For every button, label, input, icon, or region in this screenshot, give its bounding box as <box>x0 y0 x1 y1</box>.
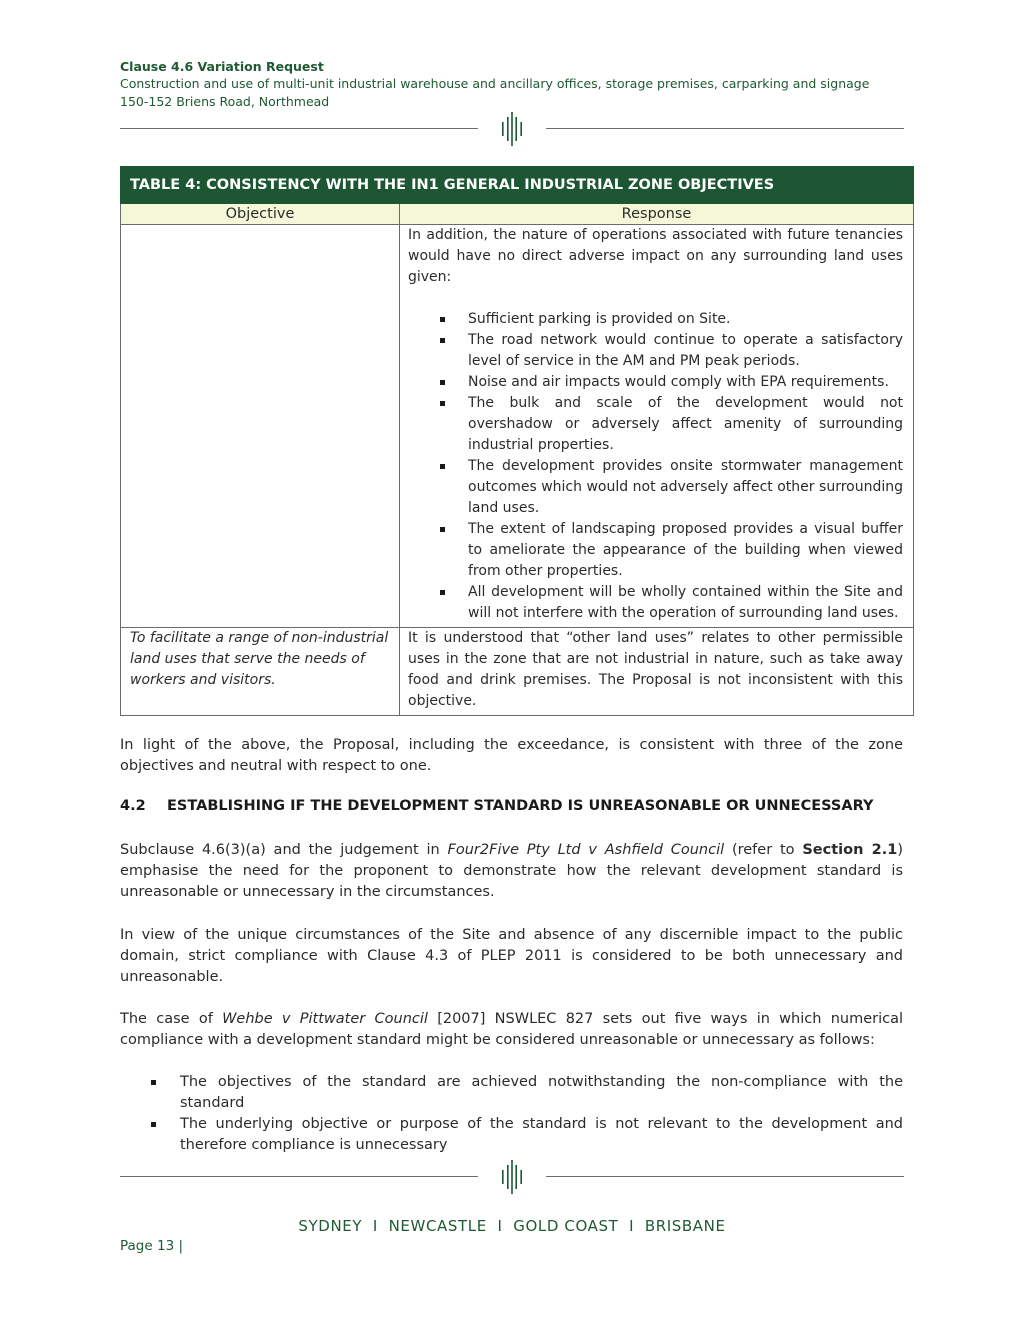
objective-cell: To facilitate a range of non-industrial land uses that serve the needs of workers and visitors. <box>121 628 400 716</box>
list-item: The underlying objective or purpose of the standard is not relevant to the development and therefore compliance is unnecessary <box>180 1114 903 1156</box>
response-cell: It is understood that “other land uses” relates to other permissible uses in the zone that are not industrial in nature, such as take away food and drink premises. The Proposal is not inconsistent with this objective. <box>400 628 914 716</box>
list-item: The bulk and scale of the development would not overshadow or adversely affect amenity of surrounding industrial properties. <box>468 393 903 456</box>
impact-list <box>408 309 903 624</box>
list-item: The development provides onsite stormwater management outcomes which would not adversely affect other surrounding land uses. <box>468 456 903 519</box>
list-item: Noise and air impacts would comply with EPA requirements. <box>468 372 903 393</box>
objective-cell <box>121 225 400 628</box>
list-item: Sufficient parking is provided on Site. <box>468 309 903 330</box>
header-subtitle: Construction and use of multi-unit industrial warehouse and ancillary offices, storage premises, carparking and signage <box>120 76 870 91</box>
column-header-response: Response <box>400 204 914 225</box>
page-number: Page 13 | <box>120 1238 183 1254</box>
list-item: The road network would continue to operate a satisfactory level of service in the AM and PM peak periods. <box>468 330 903 372</box>
table-row <box>121 628 914 716</box>
section-number: 4.2 <box>120 798 146 814</box>
brand-logo-icon <box>500 112 524 146</box>
zone-objectives-table <box>120 166 914 716</box>
table-row <box>121 225 914 628</box>
response-cell <box>400 225 914 628</box>
table-title: TABLE 4: CONSISTENCY WITH THE IN1 GENERAL INDUSTRIAL ZONE OBJECTIVES <box>121 167 914 204</box>
wehbe-list <box>120 1072 903 1156</box>
page-header <box>120 58 910 111</box>
case-citation: Four2Five Pty Ltd v Ashfield Council <box>447 842 725 858</box>
paragraph-four2five: Subclause 4.6(3)(a) and the judgement in Four2Five Pty Ltd v Ashfield Council (refer to Section 2.1) emphasise the need for the proponent to demonstrate how the relevant development standard is unreasonable or unnecessary in the circumstances. <box>120 842 904 900</box>
paragraph-compliance: In view of the unique circumstances of the Site and absence of any discernible impact to the public domain, strict compliance with Clause 4.3 of PLEP 2011 is considered to be both unnecessary and unreasonable. <box>120 927 903 985</box>
list-item: All development will be wholly contained within the Site and will not interfere with the operation of surrounding land uses. <box>468 582 903 624</box>
header-address: 150-152 Briens Road, Northmead <box>120 94 330 109</box>
section-heading <box>120 798 873 814</box>
list-item: The extent of landscaping proposed provides a visual buffer to ameliorate the appearance of the building when viewed from other properties. <box>468 519 903 582</box>
case-citation: Wehbe v Pittwater Council <box>222 1011 428 1027</box>
paragraph-wehbe: The case of Wehbe v Pittwater Council [2007] NSWLEC 827 sets out five ways in which numerical compliance with a development standard might be considered unreasonable or unnecessary as follows: <box>120 1011 903 1048</box>
column-header-objective: Objective <box>121 204 400 225</box>
section-title: ESTABLISHING IF THE DEVELOPMENT STANDARD IS UNREASONABLE OR UNNECESSARY <box>167 798 874 814</box>
section-reference: Section 2.1 <box>802 842 898 858</box>
footer-cities: SYDNEY I NEWCASTLE I GOLD COAST I BRISBANE <box>298 1217 726 1235</box>
footer-divider <box>120 1160 904 1194</box>
header-title: Clause 4.6 Variation Request <box>120 59 324 74</box>
list-item: The objectives of the standard are achieved notwithstanding the non-compliance with the standard <box>180 1072 903 1114</box>
brand-logo-icon <box>500 1160 524 1194</box>
header-divider <box>120 112 904 146</box>
summary-paragraph: In light of the above, the Proposal, including the exceedance, is consistent with three of the zone objectives and neutral with respect to one. <box>120 737 903 774</box>
response-intro: In addition, the nature of operations associated with future tenancies would have no direct adverse impact on any surrounding land uses given: <box>408 227 903 285</box>
